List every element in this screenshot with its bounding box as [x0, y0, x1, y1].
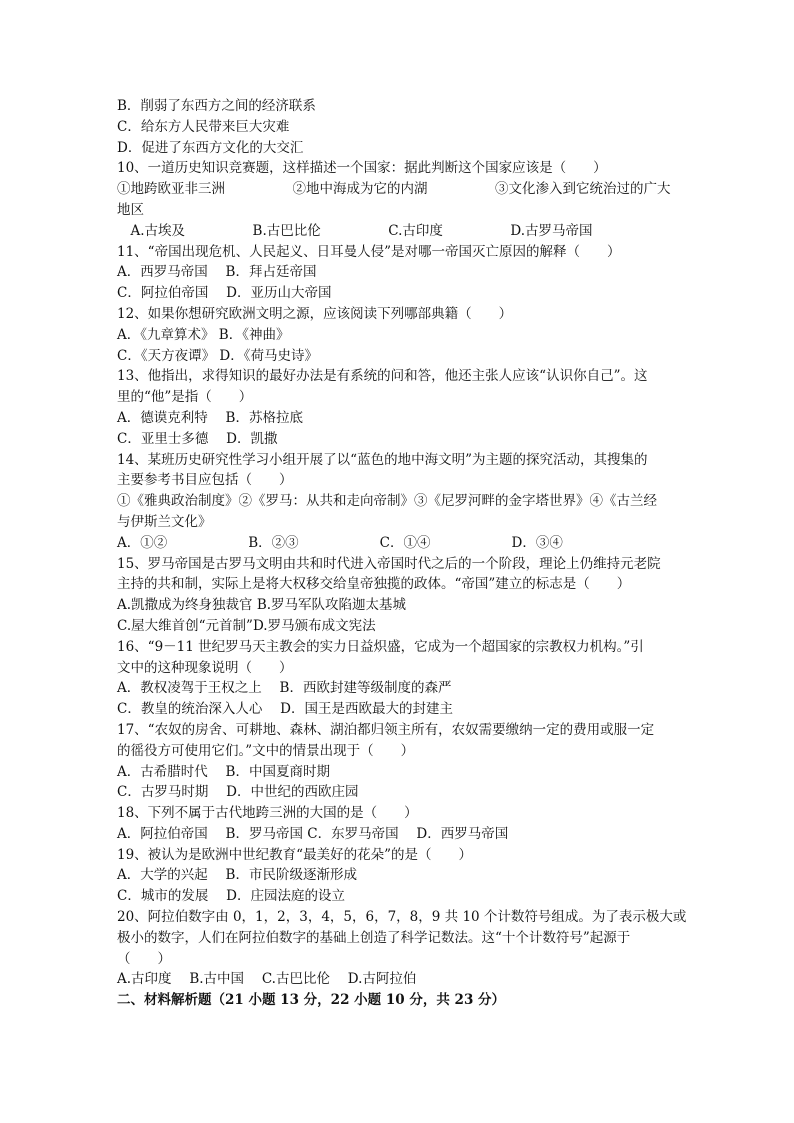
question-20-options: A.古印度 B.古中国 C.古巴比伦 D.古阿拉伯 [117, 971, 417, 988]
option-d-q9: D．促进了东西方文化的大交汇 [117, 139, 304, 156]
question-15: 15、罗马帝国是古罗马文明由共和时代进入帝国时代之后的一个阶段，理论上仍维持元老院 [117, 555, 661, 572]
question-19-options-ab: A．大学的兴起 B．市民阶级逐渐形成 [117, 867, 357, 884]
question-17-cont: 的徭役方可使用它们。”文中的情景出现于（ ） [117, 742, 415, 759]
question-17-options-ab: A．古希腊时代 B．中国夏商时期 [117, 763, 330, 780]
question-13-options-cd: C．亚里士多德 D．凯撒 [117, 430, 278, 447]
question-11-options-ab: A．西罗马帝国 B．拜占廷帝国 [117, 264, 317, 281]
question-13-cont: 里的“他”是指（ ） [117, 389, 253, 406]
option-c-q9: C．给东方人民带来巨大灾难 [117, 118, 290, 135]
question-20-cont: 极小的数字，人们在阿拉伯数字的基础上创造了科学记数法。这“十个计数符号”起源于 [117, 929, 631, 946]
question-10-clues-cont: 地区 [117, 201, 144, 218]
question-11: 11、“帝国出现危机、人民起义、日耳曼人侵”是对哪一帝国灭亡原因的解释（ ） [117, 243, 621, 260]
question-10-clues: ①地跨欧亚非三洲 ②地中海成为它的内湖 ③文化渗入到它统治过的广大 [117, 181, 671, 198]
question-15-cont: 主持的共和制，实际上是将大权移交给皇帝独揽的政体。“帝国”建立的标志是（ ） [117, 576, 631, 593]
question-15-options-ab: A.凯撒成为终身独裁官 B.罗马军队攻陷迦太基城 [117, 597, 407, 614]
question-16-options-ab: A．教权凌驾于王权之上 B．西欧封建等级制度的森严 [117, 680, 452, 697]
question-14-books-cont: 与伊斯兰文化》 [117, 513, 212, 530]
question-17: 17、“农奴的房舍、可耕地、森林、湖泊都归领主所有，农奴需要缴纳一定的费用或服一定 [117, 721, 655, 738]
document-page [117, 96, 687, 1011]
question-18: 18、下列不属于古代地跨三洲的大国的是（ ） [117, 805, 418, 822]
question-11-options-cd: C．阿拉伯帝国 D．亚历山大帝国 [117, 285, 332, 302]
question-17-options-cd: C．古罗马时期 D．中世纪的西欧庄园 [117, 784, 359, 801]
question-15-options-cd: C.屋大维首创“元首制”D.罗马颁布成文宪法 [117, 617, 376, 634]
question-12-options-cd: C．《天方夜谭》 D．《荷马史诗》 [117, 347, 318, 364]
question-12-options-ab: A．《九章算术》 B．《神曲》 [117, 326, 290, 343]
question-20: 20、阿拉伯数字由 0，1，2，3，4，5，6，7，8，9 共 10 个计数符号组成。为了表示极大或 [117, 909, 687, 926]
option-b-q9: B．削弱了东西方之间的经济联系 [117, 98, 316, 114]
question-14-books: ①《雅典政治制度》②《罗马：从共和走向帝制》③《尼罗河畔的金字塔世界》④《古兰经 [117, 493, 657, 510]
question-16-options-cd: C．教皇的统治深入人心 D．国王是西欧最大的封建主 [117, 701, 453, 718]
question-14: 14、某班历史研究性学习小组开展了以“蓝色的地中海文明”为主题的探究活动，其搜集的 [117, 451, 648, 468]
question-12: 12、如果你想研究欧洲文明之源，应该阅读下列哪部典籍（ ） [117, 305, 513, 322]
section-heading: 二、材料解析题（21 小题 13 分，22 小题 10 分，共 23 分） [117, 992, 506, 1009]
question-19: 19、被认为是欧洲中世纪教育“最美好的花朵”的是（ ） [117, 846, 472, 863]
question-19-options-cd: C．城市的发展 D．庄园法庭的设立 [117, 888, 345, 905]
question-10-options: A.古埃及 B.古巴比伦 C.古印度 D.古罗马帝国 [117, 222, 593, 239]
question-14-options: A．①② B．②③ C．①④ D．③④ [117, 534, 563, 551]
question-13: 13、他指出，求得知识的最好办法是有系统的问和答，他还主张人应该“认识你自己”。这 [117, 368, 648, 385]
question-16-cont: 文中的这种现象说明（ ） [117, 659, 293, 676]
question-20-blank: （ ） [117, 950, 171, 967]
question-18-options: A．阿拉伯帝国 B．罗马帝国 C．东罗马帝国 D．西罗马帝国 [117, 825, 509, 842]
question-14-cont: 主要参考书目应包括（ ） [117, 472, 293, 489]
question-10: 10、一道历史知识竞赛题，这样描述一个国家：据此判断这个国家应该是（ ） [117, 160, 607, 177]
question-13-options-ab: A．德谟克利特 B．苏格拉底 [117, 409, 303, 426]
question-16: 16、“9－11 世纪罗马天主教会的实力日益炽盛，它成为一个超国家的宗教权力机构。”引 [117, 638, 644, 655]
